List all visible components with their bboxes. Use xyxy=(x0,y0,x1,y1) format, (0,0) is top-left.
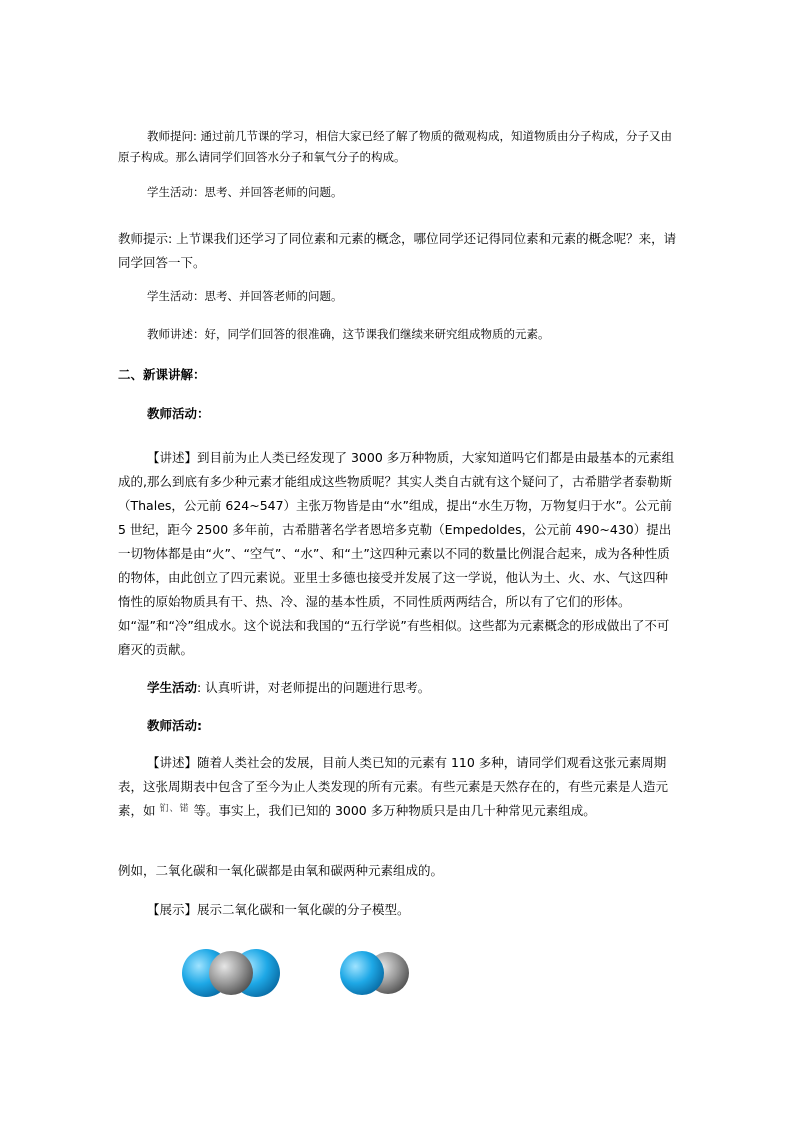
student-activity-text: : 认真听讲，对老师提出的问题进行思考。 xyxy=(197,680,431,695)
section-heading-new-lesson: 二、新课讲解： xyxy=(118,367,206,382)
co2-molecule-model-icon xyxy=(178,944,284,1002)
co-molecule-model-icon xyxy=(336,947,414,999)
carbon-atom xyxy=(209,951,253,995)
heading-teacher-activity-1: 教师活动： xyxy=(147,406,210,421)
student-activity-label: 学生活动 xyxy=(147,680,198,695)
narration-part-a: 【讲述】随着人类社会的发展，目前人类已知的元素有 110 多种，请同学们观看这张元素周期表，这张周期表中包含了至今为止人类发现的所有元素。有些元素是天然存在的，有些元素是人造元素，如 xyxy=(118,755,669,818)
narration-part-b: 等。事实上，我们已知的 3000 多万种物质只是由几十种常见元素组成。 xyxy=(189,803,596,818)
paragraph-teacher-narration: 教师讲述：好，同学们回答的很准确，这节课我们继续来研究组成物质的元素。 xyxy=(147,327,550,341)
heading-teacher-activity-2: 教师活动: xyxy=(147,718,202,733)
paragraph-teacher-hint: 教师提示: 上节课我们还学习了同位素和元素的概念，哪位同学还记得同位素和元素的概念呢？来，请同学回答一下。 xyxy=(118,231,677,270)
paragraph-show-models: 【展示】展示二氧化碳和一氧化碳的分子模型。 xyxy=(147,902,410,917)
paragraph-teacher-question: 教师提问: 通过前几节课的学习，相信大家已经了解了物质的微观构成，知道物质由分子构成，分子又由原子构成。那么请同学们回答水分子和氧气分子的构成。 xyxy=(118,129,673,164)
paragraph-student-activity-3 xyxy=(118,676,680,700)
paragraph-student-activity-1: 学生活动：思考、并回答老师的问题。 xyxy=(147,185,343,199)
paragraph-narration-periodic-table xyxy=(118,751,680,825)
oxygen-atom xyxy=(340,951,384,995)
artificial-elements-text: 钔、锘 xyxy=(159,804,190,814)
paragraph-student-activity-2: 学生活动：思考、并回答老师的问题。 xyxy=(147,289,343,303)
paragraph-narration-elements-history: 【讲述】到目前为止人类已经发现了 3000 多万种物质，大家知道吗它们都是由最基本的元素组成的,那么到底有多少种元素才能组成这些物质呢？其实人类自古就有这个疑问了，古希腊学者泰勒斯（Thales，公元前 624~547）主张万物皆是由“水”组成，提出“水生万物，万物复归于水”。公元前 5 世纪，距今 2500 多年前，古希腊著名学者恩培多克勒（Empedoldes，公元前 490~430）提出一切物体都是由“火”、“空气”、“水”、和“土”这四种元素以不同的数量比例混合起来，成为各种性质的物体，由此创立了四元素说。亚里士多德也接受并发展了这一学说，他认为土、火、水、气这四种惰性的原始物质具有干、热、冷、湿的基本性质，不同性质两两结合，所以有了它们的形体。如“湿”和“冷”组成水。这个说法和我国的“五行学说”有些相似。这些都为元素概念的形成做出了不可磨灭的贡献。 xyxy=(118,450,675,657)
paragraph-example: 例如，二氧化碳和一氧化碳都是由氧和碳两种元素组成的。 xyxy=(118,863,444,878)
